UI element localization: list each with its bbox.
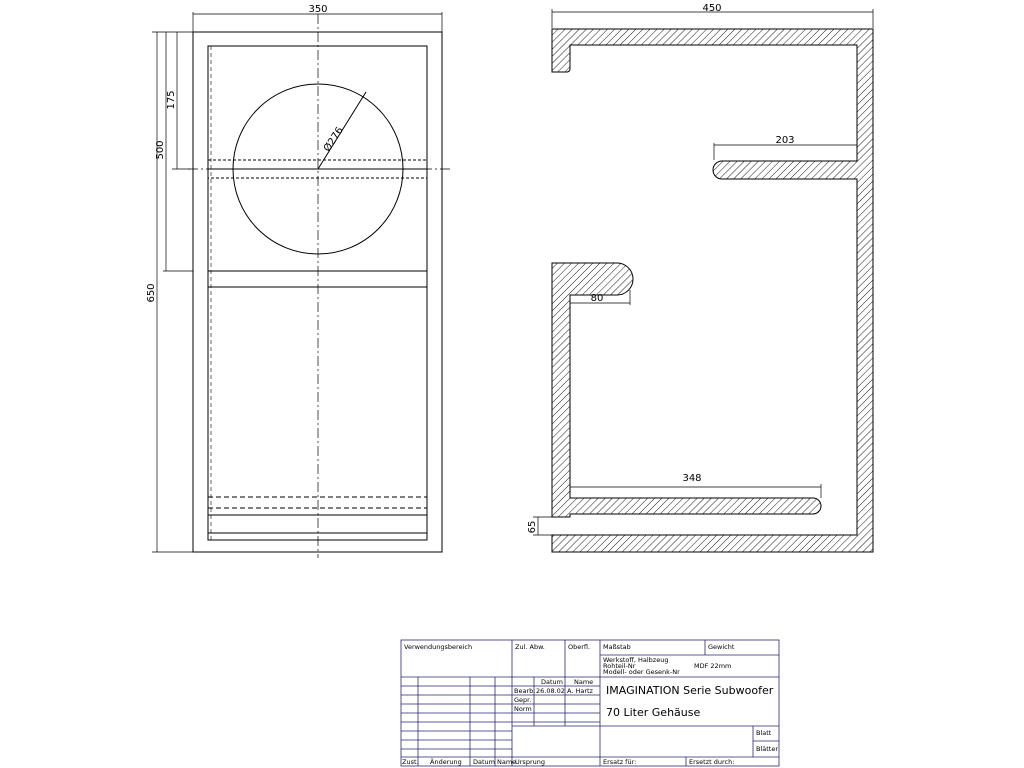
tb-werkstoff-3: Modell- oder Gesenk-Nr (603, 668, 680, 676)
tb-col-name: Name (574, 678, 594, 686)
diameter-label: Ø276 (321, 125, 346, 154)
front-view-labels (146, 4, 346, 303)
dim-348-label: 348 (682, 473, 702, 484)
section-view (527, 3, 873, 552)
front-width-label: 350 (308, 4, 328, 15)
tb-verwendungsbereich: Verwendungsbereich (404, 643, 473, 651)
drawing-title-line-2: 70 Liter Gehäuse (606, 706, 701, 719)
dim-80-label: 80 (590, 293, 604, 304)
dim-65-label: 65 (527, 520, 538, 534)
tb-row-bearb: Bearb. (514, 687, 536, 695)
front-inner-outline (208, 46, 427, 540)
tb-zul-abw: Zul. Abw. (515, 643, 545, 651)
tb-row-norm: Norm (514, 705, 532, 713)
tb-bearb-datum: 26.08.02 (536, 687, 565, 695)
tb-row-gepr: Gepr. (514, 696, 532, 704)
section-wall (552, 29, 873, 552)
mid-brace (208, 271, 427, 287)
tb-name: Name (497, 758, 517, 766)
tb-massstab: Maßstab (603, 643, 631, 651)
tb-col-datum: Datum (541, 678, 563, 686)
tb-ersatz-fuer: Ersatz für: (603, 758, 637, 766)
tb-blatt: Blatt (756, 729, 772, 737)
tb-werkstoff-1: Werkstoff, Halbzeug (603, 656, 669, 664)
tb-blaetter: Blätter (756, 745, 779, 753)
tb-oberfl: Oberfl. (568, 643, 591, 651)
tb-datum: Datum (473, 758, 495, 766)
tb-werkstoff-2: Rohteil-Nr (603, 662, 636, 670)
tb-ersetzt-durch: Ersetzt durch: (689, 758, 735, 766)
front-view (152, 12, 452, 558)
tb-ursprung: Ursprung (515, 758, 545, 766)
title-block (401, 640, 779, 766)
tb-bearb-name: A. Hartz (567, 687, 593, 695)
front-height-label: 650 (146, 283, 157, 303)
title-block-text (402, 643, 778, 766)
section-width-label: 450 (702, 3, 722, 14)
title-block-frame (401, 640, 779, 766)
drawing-title-line-1: IMAGINATION Serie Subwoofer (606, 684, 774, 697)
tb-aenderung: Änderung (430, 758, 462, 766)
dim-175-label: 175 (166, 90, 177, 110)
tb-gewicht: Gewicht (708, 643, 735, 651)
dim-500-label: 500 (155, 140, 166, 160)
tb-material: MDF 22mm (694, 662, 732, 670)
dim-203-label: 203 (775, 135, 795, 146)
tb-zust: Zust. (402, 758, 419, 766)
front-outer-outline (193, 32, 442, 552)
